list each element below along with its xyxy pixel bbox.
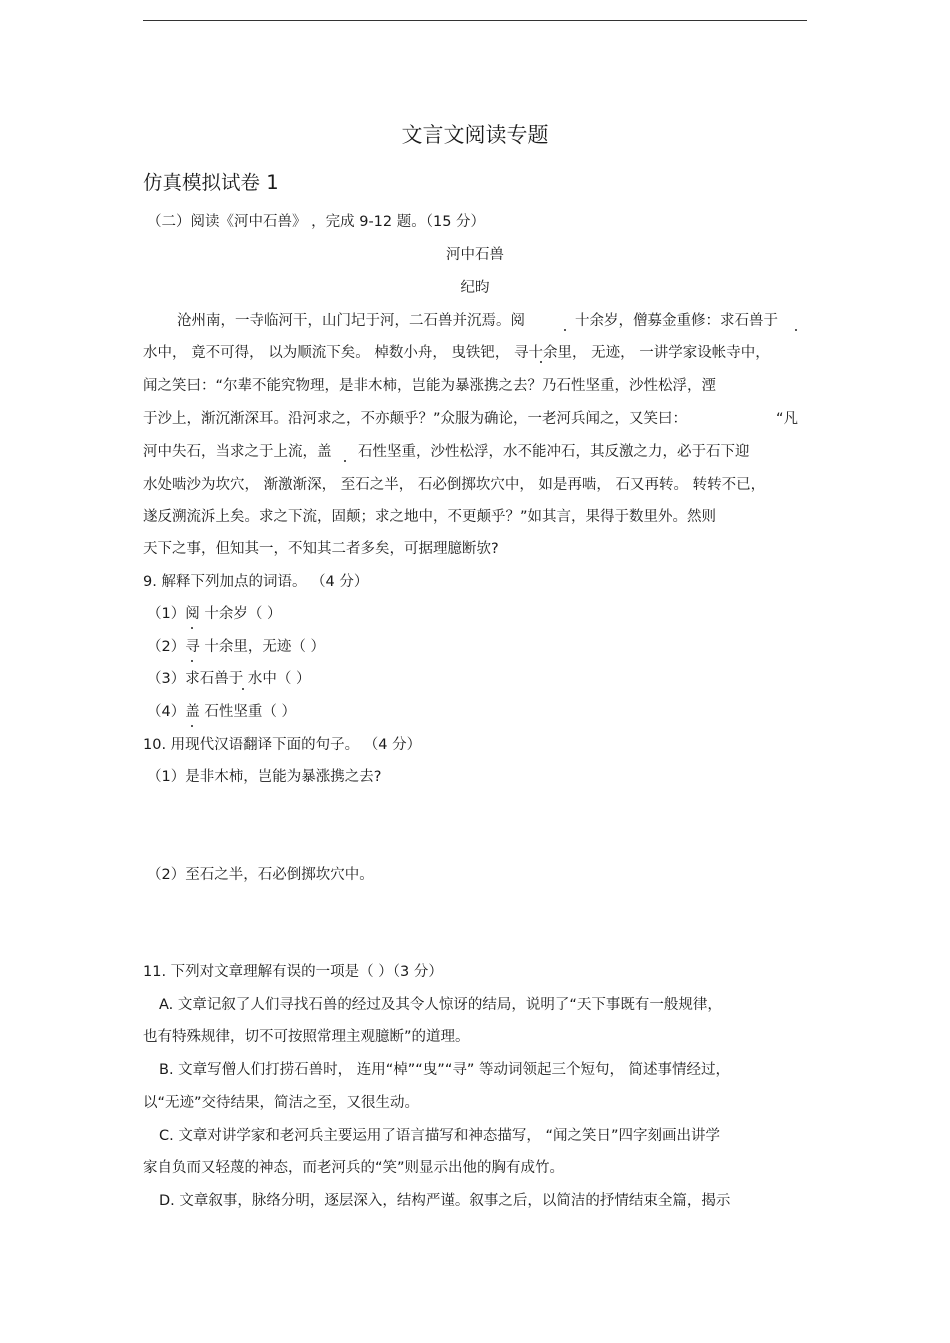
- passage-line: 天下之事，但知其一，不知其二者多矣，可据理臆断欤?: [143, 541, 499, 557]
- option-a: A. 文章记叙了人们寻找石兽的经过及其令人惊讶的结局，说明了“天下事既有一般规律，: [159, 997, 722, 1013]
- emphasis-dot: [564, 329, 566, 331]
- passage-author: 纪昀: [460, 280, 490, 296]
- emphasis-dot: [242, 688, 244, 690]
- question-9-item-1: [147, 604, 281, 624]
- question-9-item-4: [147, 702, 296, 722]
- emphasis-dot: [540, 361, 542, 363]
- option-a-cont: 也有特殊规律，切不可按照常理主观臆断”的道理。: [143, 1029, 470, 1045]
- passage-title: 河中石兽: [446, 247, 504, 263]
- emphasized-word: 阅: [185, 606, 200, 622]
- item-word: 求石兽于: [185, 671, 244, 687]
- question-10-item-2: （2）至石之半，石必倒掷坎穴中。: [147, 867, 374, 883]
- question-10-item-1: （1）是非木柿，岂能为暴涨携之去?: [147, 769, 382, 785]
- item-number: （2）: [147, 639, 186, 655]
- item-text: 石性坚重（ ）: [199, 704, 296, 720]
- emphasized-word: 盖: [185, 704, 200, 720]
- question-9-item-2: [147, 637, 325, 657]
- item-text: 十余岁（ ）: [199, 606, 282, 622]
- emphasized-word: 寻: [185, 639, 200, 655]
- question-11-stem: 11. 下列对文章理解有误的一项是（ ）（3 分）: [143, 964, 443, 980]
- option-d: D. 文章叙事，脉络分明，逐层深入，结构严谨。叙事之后，以简洁的抒情结束全篇，揭示: [159, 1193, 731, 1209]
- item-text: 水中（ ）: [243, 671, 311, 687]
- question-10-stem: 10. 用现代汉语翻译下面的句子。 （4 分）: [143, 737, 422, 753]
- passage-line: 闻之笑曰：“尔辈不能究物理，是非木柿，岂能为暴涨携之去？乃石性坚重，沙性松浮，湮: [143, 378, 717, 394]
- item-number: （4）: [147, 704, 186, 720]
- option-c-cont: 家自负而又轻蔑的神态，而老河兵的“笑”则显示出他的胸有成竹。: [143, 1160, 565, 1176]
- passage-line: 十余岁，僧募金重修：求石兽于: [575, 313, 778, 329]
- passage-line: 水处啮沙为坎穴， 渐激渐深， 至石之半， 石必倒掷坎穴中， 如是再啮， 石又再转。 转转不已，: [143, 477, 766, 493]
- passage-line: 水中， 竟不可得， 以为顺流下矣。 棹数小舟， 曳铁钯， 寻十余里， 无迹， 一讲学家设帐寺中，: [143, 345, 770, 361]
- page-title: 文言文阅读专题: [401, 123, 549, 147]
- passage-line: 遂反溯流泝上矣。求之下流，固颠；求之地中，不更颠乎？”如其言，果得于数里外。然则: [143, 509, 717, 525]
- item-number: （1）: [147, 606, 186, 622]
- passage-line: 石性坚重，沙性松浮，水不能冲石，其反激之力，必于石下迎: [358, 444, 750, 460]
- header-rule: [143, 20, 807, 21]
- option-b: B. 文章写僧人们打捞石兽时， 连用“棹”“曳”“寻” 等动词领起三个短句， 简述事情经过，: [159, 1062, 731, 1078]
- passage-line: 河中失石，当求之于上流，盖: [143, 444, 332, 460]
- question-9-stem: 9. 解释下列加点的词语。 （4 分）: [143, 574, 369, 590]
- item-number: （3）: [147, 671, 186, 687]
- item-text: 十余里，无迹（ ）: [199, 639, 325, 655]
- section-intro: （二）阅读《河中石兽》 ，完成 9-12 题。（15 分）: [147, 214, 486, 230]
- option-b-cont: 以“无迹”交待结果，简洁之至，又很生动。: [143, 1095, 420, 1111]
- passage-line: 沧州南，一寺临河干，山门圮于河，二石兽并沉焉。阅: [177, 313, 525, 329]
- option-c: C. 文章对讲学家和老河兵主要运用了语言描写和神态描写， “闻之笑日”四字刻画出讲学: [159, 1128, 720, 1144]
- passage-line: 于沙上，渐沉渐深耳。沿河求之，不亦颠乎？”众服为确论，一老河兵闻之，又笑曰：: [143, 411, 688, 427]
- paper-subtitle: 仿真模拟试卷 1: [143, 171, 279, 194]
- emphasis-dot: [795, 329, 797, 331]
- emphasis-dot: [344, 460, 346, 462]
- question-9-item-3: [147, 669, 310, 689]
- passage-line: “凡: [776, 411, 799, 427]
